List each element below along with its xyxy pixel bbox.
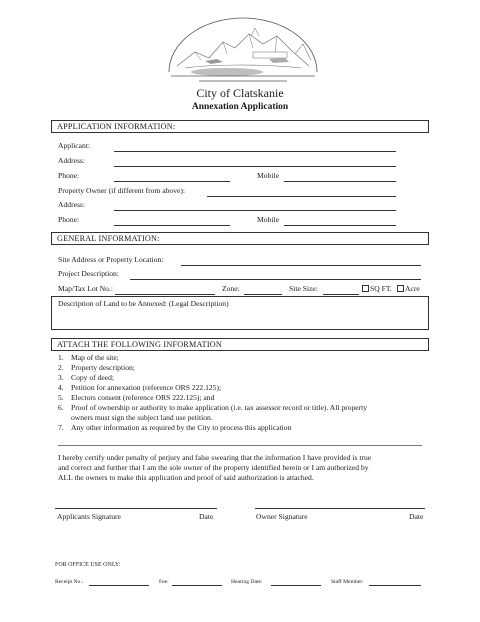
address-label: Address: <box>58 156 85 165</box>
owner-label: Property Owner (if different from above): <box>58 186 186 195</box>
list-item-text: Property description; <box>71 363 135 372</box>
applicant-date-label: Date <box>199 512 214 521</box>
phone-label: Phone: <box>58 171 80 180</box>
receipt-label: Receipt No.: <box>55 579 84 585</box>
fee-field[interactable] <box>172 585 222 586</box>
certification-text: and correct and further that I am the sole owner of the property identified herein or I am authorized by <box>58 463 369 472</box>
applicant-label: Applicant: <box>58 141 91 150</box>
acre-option[interactable] <box>396 284 420 293</box>
site-size-field[interactable] <box>323 294 359 295</box>
project-description-label: Project Description: <box>58 269 119 278</box>
owner-signature-label: Owner Signature <box>256 512 308 521</box>
map-tax-lot-field[interactable] <box>115 294 215 295</box>
certification-text: I hereby certify under penalty of perjury and false swearing that the information I have provided is true <box>58 453 372 462</box>
city-seal-logo <box>165 14 321 84</box>
address-field[interactable] <box>114 166 396 167</box>
zone-label: Zone: <box>222 284 240 293</box>
divider <box>58 445 422 446</box>
mobile-label: Mobile <box>257 171 279 180</box>
list-item-text: Petition for annexation (reference ORS 222.125); <box>71 383 222 392</box>
attach-title: ATTACH THE FOLLOWING INFORMATION <box>57 339 223 349</box>
sqft-checkbox[interactable] <box>362 285 369 292</box>
list-item: 4. <box>58 383 64 392</box>
staff-member-label: Staff Member: <box>331 579 364 585</box>
certification-text: ALL the owners to make this application and proof of said authorization is attached. <box>58 473 314 482</box>
hearing-date-field[interactable] <box>271 585 321 586</box>
application-info-title: APPLICATION INFORMATION: <box>57 121 176 131</box>
office-use-heading: FOR OFFICE USE ONLY: <box>55 562 121 568</box>
list-item: 5. <box>58 393 64 402</box>
list-item-text: Copy of deed; <box>71 373 115 382</box>
applicant-signature-field[interactable] <box>55 508 217 509</box>
owner-signature-field[interactable] <box>255 508 425 509</box>
list-item-text: Any other information as required by the City to process this application <box>71 423 292 432</box>
legal-description-label: Description of Land to be Annexed: (Legal Description) <box>58 299 229 308</box>
list-item-text: Electors consent (reference ORS 222.125); and <box>71 393 215 402</box>
general-info-title: GENERAL INFORMATION: <box>57 233 160 243</box>
site-size-label: Site Size: <box>289 284 318 293</box>
owner-field[interactable] <box>207 196 396 197</box>
applicant-field[interactable] <box>114 151 396 152</box>
list-item: 1. <box>58 353 64 362</box>
list-item: 3. <box>58 373 64 382</box>
project-description-field[interactable] <box>130 279 421 280</box>
list-item: 6. <box>58 403 64 412</box>
acre-checkbox[interactable] <box>397 285 404 292</box>
map-tax-lot-label: Map/Tax Lot No.: <box>58 284 113 293</box>
applicant-signature-label: Applicants Signature <box>57 512 121 521</box>
owner-phone-field[interactable] <box>114 225 230 226</box>
site-address-label: Site Address or Property Location: <box>58 255 164 264</box>
city-name: City of Clatskanie <box>196 86 284 100</box>
receipt-field[interactable] <box>89 585 149 586</box>
owner-date-label: Date <box>409 512 424 521</box>
owner-address-label: Address: <box>58 200 85 209</box>
sqft-label: SQ FT. <box>370 284 392 293</box>
zone-field[interactable] <box>244 294 282 295</box>
acre-label: Acre <box>405 284 420 293</box>
list-item-text: Map of the site; <box>71 353 119 362</box>
fee-label: Fee: <box>159 579 169 585</box>
list-item: 7. <box>58 423 64 432</box>
staff-member-field[interactable] <box>369 585 421 586</box>
list-item-text-continued: owners must sign the subject land use petition. <box>71 413 213 422</box>
form-title: Annexation Application <box>191 102 289 112</box>
hearing-date-label: Hearing Date: <box>231 579 263 585</box>
owner-mobile-field[interactable] <box>284 225 396 226</box>
sqft-option[interactable] <box>361 284 392 293</box>
list-item: 2. <box>58 363 64 372</box>
owner-mobile-label: Mobile <box>257 215 279 224</box>
list-item-text: Proof of ownership or authority to make application (i.e. tax assessor record or title). All property <box>71 403 368 412</box>
owner-phone-label: Phone: <box>58 215 80 224</box>
site-address-field[interactable] <box>181 265 421 266</box>
phone-field[interactable] <box>114 181 230 182</box>
owner-address-field[interactable] <box>114 210 396 211</box>
mobile-field[interactable] <box>284 181 396 182</box>
